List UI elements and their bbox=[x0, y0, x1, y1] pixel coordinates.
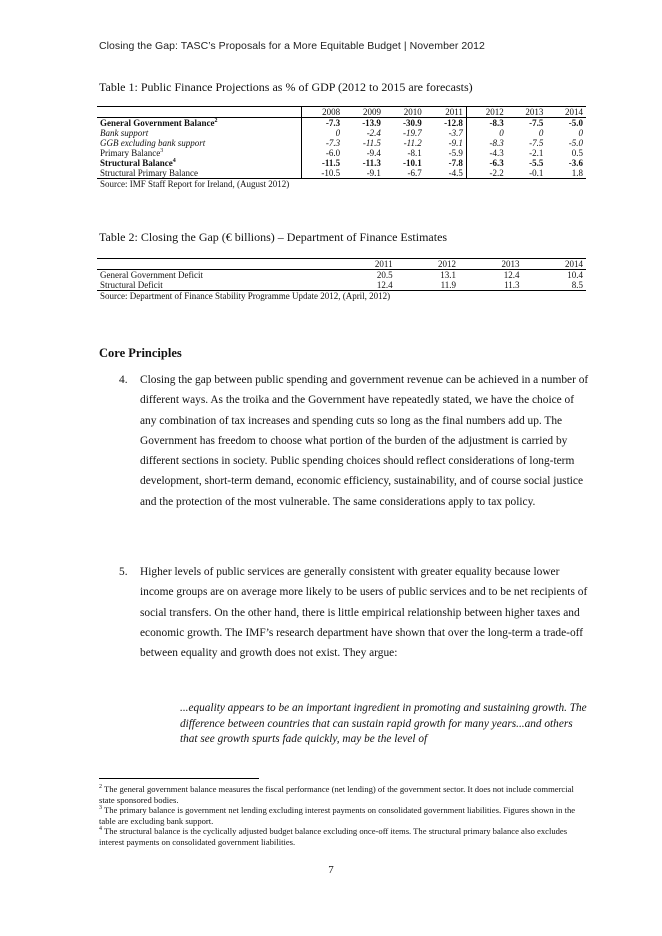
public-finance-table bbox=[97, 106, 586, 189]
closing-gap-table bbox=[97, 258, 586, 301]
year-header: 2013 bbox=[507, 107, 547, 118]
table-cell: -6.3 bbox=[466, 158, 506, 168]
table-cell: -11.2 bbox=[403, 138, 422, 148]
table-cell: 13.1 bbox=[440, 270, 457, 280]
table-row bbox=[97, 148, 586, 158]
paragraph-number: 4. bbox=[119, 374, 128, 386]
table-cell: -3.6 bbox=[568, 158, 583, 168]
table-cell: -12.8 bbox=[444, 118, 463, 128]
row-label: Primary Balance$^3$ bbox=[100, 148, 164, 158]
table-cell: -5.0 bbox=[568, 118, 583, 128]
table-row bbox=[97, 158, 586, 168]
table-cell: 11.9 bbox=[396, 280, 459, 291]
block-quote: ...equality appears to be an important ingredient in promoting and sustaining growth. The difference between countries that can sustain rapid growth for many years...and others that see growth spurts fade quickly, may be the level of bbox=[180, 702, 587, 746]
table-source: Source: IMF Staff Report for Ireland, (August 2012) bbox=[100, 179, 290, 189]
table-cell: -0.1 bbox=[507, 168, 547, 179]
table-cell: -2.4 bbox=[366, 128, 381, 138]
footnotes bbox=[99, 784, 589, 848]
table-cell: 20.5 bbox=[376, 270, 393, 280]
table-source: Source: Department of Finance Stability Programme Update 2012, (April, 2012) bbox=[100, 291, 391, 301]
paragraph-4 bbox=[119, 370, 589, 512]
row-label: Structural Deficit bbox=[97, 280, 333, 291]
year-header: 2014 bbox=[523, 259, 587, 270]
table-cell: -2.1 bbox=[529, 148, 544, 158]
table-cell: 12.4 bbox=[333, 280, 396, 291]
paragraph-text: Higher levels of public services are generally consistent with greater equality because lower income groups are on average more likely to be users of public services and to be net recipients of social transfers. On the other hand, there is little empirical relationship between higher taxes and economic growth. The IMF’s research department have shown that over the long-term a trade-off between equality and growth does not exist. They argue: bbox=[140, 566, 588, 660]
table-row bbox=[97, 138, 586, 148]
year-header: 2012 bbox=[396, 259, 459, 270]
table-cell: 0 bbox=[466, 128, 506, 138]
table-cell: -11.5 bbox=[362, 138, 381, 148]
table-cell: 11.3 bbox=[459, 280, 522, 291]
table-cell: -9.4 bbox=[366, 148, 381, 158]
table-cell: -8.1 bbox=[407, 148, 422, 158]
footnote-3: $^3$ The primary balance is government net lending excluding interest payments on consolidated government liabilities. Figures shown in the table are excluding bank support. bbox=[99, 805, 576, 826]
table-cell: -9.1 bbox=[448, 138, 463, 148]
table-cell: -13.9 bbox=[362, 118, 381, 128]
row-label: Bank support bbox=[100, 128, 149, 138]
table-cell: -10.1 bbox=[403, 158, 422, 168]
table-header-row bbox=[97, 107, 586, 118]
table-cell: -30.9 bbox=[403, 118, 422, 128]
table-cell: 1.8 bbox=[546, 168, 586, 179]
table-cell: -7.3 bbox=[301, 118, 343, 129]
paragraph-number: 5. bbox=[119, 566, 128, 578]
table-cell: -6.7 bbox=[384, 168, 425, 179]
table-cell: -8.3 bbox=[466, 118, 506, 129]
table-cell: -4.5 bbox=[425, 168, 467, 179]
row-label: GGB excluding bank support bbox=[100, 138, 206, 148]
table-cell: -5.9 bbox=[448, 148, 463, 158]
table-cell: -11.5 bbox=[301, 158, 343, 168]
table-row bbox=[97, 280, 586, 291]
table-cell: -5.5 bbox=[529, 158, 544, 168]
footnote-2: $^2$ The general government balance measures the fiscal performance (net lending) of the government sector. It does not include commercial state sponsored bodies. bbox=[99, 784, 574, 805]
table1-caption: Table 1: Public Finance Projections as % of GDP (2012 to 2015 are forecasts) bbox=[99, 80, 473, 94]
year-header: 2012 bbox=[466, 107, 506, 118]
table-cell: -7.5 bbox=[529, 138, 544, 148]
row-label: General Government Deficit bbox=[100, 270, 203, 280]
table-cell: -7.8 bbox=[448, 158, 463, 168]
page-number: 7 bbox=[328, 864, 334, 876]
header-corner bbox=[97, 259, 333, 270]
year-header: 2011 bbox=[425, 107, 467, 118]
row-label: Structural Primary Balance bbox=[97, 168, 301, 179]
table-cell: 12.4 bbox=[503, 270, 520, 280]
paragraph-5 bbox=[119, 562, 589, 663]
year-header: 2008 bbox=[301, 107, 343, 118]
table-cell: -6.0 bbox=[301, 148, 343, 158]
table-cell: -9.1 bbox=[343, 168, 384, 179]
footnote-divider bbox=[99, 778, 259, 779]
year-header: 2009 bbox=[343, 107, 384, 118]
table-cell: -8.3 bbox=[466, 138, 506, 148]
table-source-row bbox=[97, 179, 586, 190]
section-title: Core Principles bbox=[99, 346, 182, 360]
table-cell: 0 bbox=[578, 128, 583, 138]
table-row bbox=[97, 270, 586, 281]
footnote-4: $^4$ The structural balance is the cyclically adjusted budget balance excluding once-off items. The structural primary balance also excludes interest payments on consolidated government liabilities. bbox=[99, 826, 568, 847]
table-cell: -7.3 bbox=[301, 138, 343, 148]
year-header: 2011 bbox=[333, 259, 396, 270]
table-row bbox=[97, 168, 586, 179]
table-cell: -5.0 bbox=[568, 138, 583, 148]
year-header: 2013 bbox=[459, 259, 522, 270]
table-cell: -19.7 bbox=[403, 128, 422, 138]
table-cell: 0 bbox=[538, 128, 544, 138]
table-cell: -11.3 bbox=[362, 158, 381, 168]
year-header: 2010 bbox=[384, 107, 425, 118]
table-cell: 0.5 bbox=[571, 148, 583, 158]
table-row bbox=[97, 128, 586, 138]
table-cell: -3.7 bbox=[448, 128, 463, 138]
paragraph-text: Closing the gap between public spending and government revenue can be achieved in a number of different ways. As the troika and the Government have repeatedly stated, we have the choice of any combination of tax increases and spending cuts so long as the final numbers add up. The Government has freedom to choose what portion of the burden of the adjustment is carried by different sections in society. Public spending choices should reflect considerations of long-term development, short-term demand, economic efficiency, sustainability, and of course social justice and the protection of the most vulnerable. The same considerations apply to tax policy. bbox=[140, 374, 589, 508]
year-header: 2014 bbox=[546, 107, 586, 118]
table-row bbox=[97, 118, 586, 129]
table-header-row bbox=[97, 259, 586, 270]
row-label: General Government Balance$^2$ bbox=[100, 118, 218, 128]
table-cell: -4.3 bbox=[466, 148, 506, 158]
table2-caption: Table 2: Closing the Gap (€ billions) – Department of Finance Estimates bbox=[99, 230, 448, 244]
running-header: Closing the Gap: TASC’s Proposals for a More Equitable Budget | November 2012 bbox=[99, 40, 485, 52]
table-cell: -7.5 bbox=[529, 118, 544, 128]
table-cell: -10.5 bbox=[301, 168, 343, 179]
table-source-row bbox=[97, 291, 586, 302]
header-corner bbox=[97, 107, 301, 118]
row-label: Structural Balance$^4$ bbox=[100, 158, 176, 168]
table-cell: 0 bbox=[301, 128, 343, 138]
table-cell: 10.4 bbox=[567, 270, 583, 280]
table-cell: 8.5 bbox=[523, 280, 587, 291]
table-cell: -2.2 bbox=[466, 168, 506, 179]
